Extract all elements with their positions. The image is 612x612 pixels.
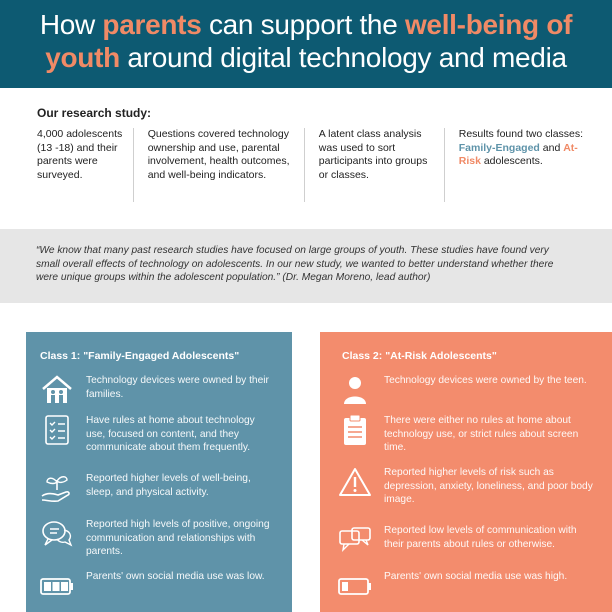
class2-panel bbox=[320, 332, 612, 612]
speech-bubbles-icon bbox=[338, 524, 372, 556]
person-icon bbox=[338, 374, 372, 406]
study-col-results: Results found two classes: Family-Engaged and At-Risk adolescents. bbox=[458, 128, 584, 167]
class1-title: Class 1: "Family-Engaged Adolescents" bbox=[40, 350, 240, 362]
class1-item-text: Have rules at home about technology use, focused on content, and they communicate about them frequently. bbox=[86, 415, 255, 453]
class2-item-text: Parents' own social media use was high. bbox=[384, 571, 568, 582]
class1-item-text: Reported high levels of positive, ongoing communication and relationships with parents. bbox=[86, 519, 270, 557]
chat-bubbles-icon bbox=[40, 518, 74, 550]
study-col-questions: Questions covered technology ownership and use, parental involvement, health outcomes, and well-being indicators. bbox=[147, 128, 290, 181]
study-col-analysis: A latent class analysis was used to sort participants into groups or classes. bbox=[318, 128, 428, 181]
class1-item bbox=[40, 570, 276, 602]
class2-item-text: Technology devices were owned by the teen. bbox=[384, 375, 587, 386]
class2-item-text: There were either no rules at home about technology use, or strict rules about screen time. bbox=[384, 415, 579, 453]
header-banner bbox=[0, 0, 612, 88]
class2-item bbox=[338, 524, 594, 556]
study-col-participants: 4,000 adolescents (13 -18) and their parents were surveyed. bbox=[37, 128, 123, 181]
battery-full-icon bbox=[40, 570, 74, 602]
study-columns bbox=[37, 128, 592, 216]
checklist-icon bbox=[40, 414, 74, 446]
class2-item bbox=[338, 466, 594, 507]
battery-low-icon bbox=[338, 570, 372, 602]
divider bbox=[304, 128, 305, 202]
clipboard-icon bbox=[338, 414, 372, 446]
study-title: Our research study: bbox=[37, 106, 152, 120]
author-quote: “We know that many past research studies have focused on large groups of youth. These studies have found very small overall effects of technology on adolescents. In our new study, we wanted to better understand whether there were unique groups within the adolescent population.” (Dr. Megan Moreno, lead author) bbox=[0, 229, 612, 303]
class1-item-text: Technology devices were owned by their families. bbox=[86, 375, 269, 400]
class2-title: Class 2: "At-Risk Adolescents" bbox=[342, 350, 497, 362]
class1-item bbox=[40, 518, 276, 559]
class2-item bbox=[338, 374, 594, 406]
divider bbox=[444, 128, 445, 202]
class1-item-text: Parents' own social media use was low. bbox=[86, 571, 265, 582]
class2-item bbox=[338, 570, 594, 602]
class1-item bbox=[40, 472, 276, 504]
divider bbox=[133, 128, 134, 202]
class1-item bbox=[40, 374, 276, 406]
class1-item-text: Reported higher levels of well-being, sleep, and physical activity. bbox=[86, 473, 251, 498]
class1-panel bbox=[26, 332, 292, 612]
class2-item-text: Reported higher levels of risk such as depression, anxiety, loneliness, and poor body image. bbox=[384, 467, 593, 505]
warning-icon bbox=[338, 466, 372, 498]
headline-line-1: How parents can support the well-being of bbox=[39, 9, 573, 40]
class1-item bbox=[40, 414, 276, 455]
headline-line-2: youth around digital technology and media bbox=[45, 42, 567, 73]
class2-item-text: Reported low levels of communication with their parents about rules or otherwise. bbox=[384, 525, 577, 550]
plant-in-hand-icon bbox=[40, 472, 74, 504]
family-home-icon bbox=[40, 374, 74, 406]
class2-item bbox=[338, 414, 594, 455]
